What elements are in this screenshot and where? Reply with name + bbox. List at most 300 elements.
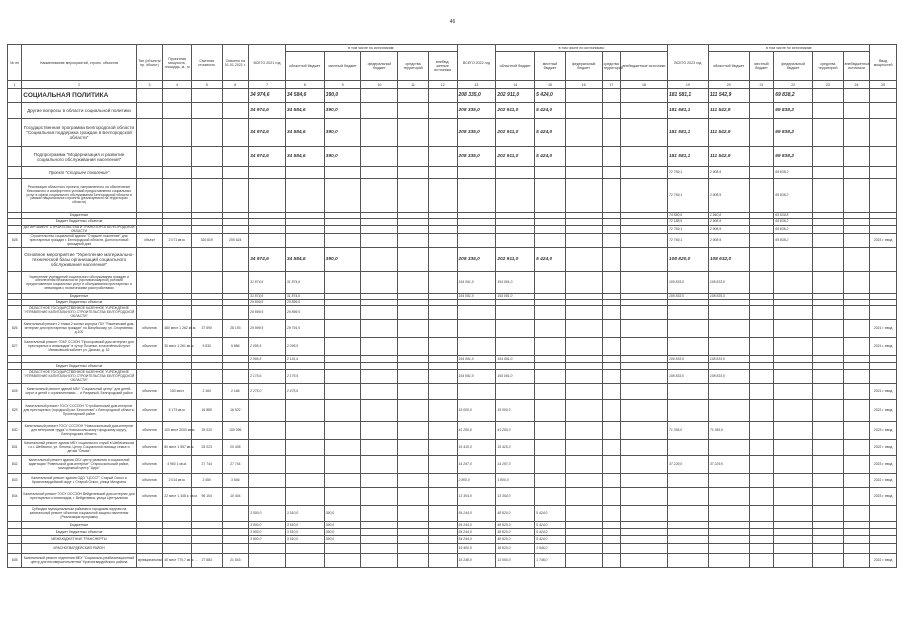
row-cell — [749, 474, 774, 488]
row-index — [8, 522, 22, 529]
row-cell — [749, 384, 774, 400]
row-index: 834 — [8, 488, 22, 506]
row-cell — [136, 529, 163, 536]
row-cell: объектов — [136, 440, 163, 456]
row-cell: 31 874,6 — [285, 294, 324, 300]
row-cell — [136, 179, 163, 213]
column-number: 12 — [428, 81, 457, 89]
row-cell — [398, 320, 429, 338]
row-cell — [163, 272, 192, 294]
row-cell: 208 335,0 — [457, 147, 496, 167]
row-cell — [191, 306, 222, 320]
row-index — [8, 226, 22, 234]
row-cell — [535, 440, 566, 456]
row-cell: 37 229,0 — [667, 456, 708, 474]
row-cell — [620, 384, 667, 400]
row-cell: 22 мест 1 348 к. кв.м. — [163, 488, 192, 506]
col-header-obl-2022: областной бюджет — [496, 52, 535, 81]
row-cell — [667, 320, 708, 338]
row-cell — [398, 384, 429, 400]
row-cell: 390,0 — [324, 536, 361, 544]
row-cell: 54 244,0 — [457, 536, 496, 544]
row-cell: 29 899,5 — [249, 306, 286, 320]
row-cell: 96 104 — [191, 488, 222, 506]
row-cell — [667, 474, 708, 488]
row-cell — [565, 119, 602, 147]
row-cell: 181 581,1 — [667, 147, 708, 167]
row-cell: объектов — [136, 488, 163, 506]
row-cell: 72 188,5 — [667, 219, 708, 226]
row-cell — [285, 456, 324, 474]
row-cell — [361, 474, 398, 488]
row-cell: 40 мест 770,7 кв.м. ... — [163, 554, 192, 568]
row-cell — [136, 363, 163, 370]
row-cell — [222, 89, 249, 103]
row-cell — [870, 179, 897, 213]
row-name: Проект "Старшее поколение" — [22, 167, 136, 179]
row-cell — [191, 89, 222, 103]
row-cell — [457, 234, 496, 248]
row-cell — [136, 356, 163, 363]
row-cell — [285, 363, 324, 370]
col-header-total-2021: ВСЕГО 2021 год — [249, 45, 286, 81]
row-cell: 390,0 — [324, 529, 361, 536]
row-cell — [774, 554, 813, 568]
row-index — [8, 356, 22, 363]
row-index — [8, 119, 22, 147]
row-cell — [361, 89, 398, 103]
row-cell — [565, 320, 602, 338]
row-cell: 37 590 — [191, 320, 222, 338]
row-cell: 1 940,8 — [708, 213, 749, 219]
column-number: 4 — [163, 81, 192, 89]
row-cell: 1 748,0 — [535, 554, 566, 568]
row-cell — [163, 370, 192, 384]
row-cell — [620, 234, 667, 248]
row-cell: 31 874,6 — [249, 272, 286, 294]
row-cell — [222, 272, 249, 294]
row-cell — [398, 356, 429, 363]
row-cell — [457, 219, 496, 226]
row-cell — [398, 119, 429, 147]
row-cell — [813, 226, 844, 234]
table-row — [8, 440, 897, 456]
row-cell — [163, 103, 192, 119]
row-name: Капитальный ремонт ГОСУ ОССЗОН Вейделевский дом-интернат для престарелых и инвалидов, г. Вейделевка, улица Центральная — [22, 488, 136, 506]
row-cell — [428, 440, 457, 456]
row-cell — [428, 474, 457, 488]
row-cell — [774, 440, 813, 456]
row-cell: 109 833,0 — [667, 294, 708, 300]
row-name: Капитальный ремонт здания МБУ социального служб в Шебекинском г.о.г. Шебекино, ул. Ленина, Центр Социальной помощи семье и детям "Семья" — [22, 440, 136, 456]
row-cell — [708, 474, 749, 488]
row-cell — [565, 456, 602, 474]
row-cell — [324, 356, 361, 363]
row-cell — [163, 179, 192, 213]
row-index: 833 — [8, 474, 22, 488]
row-cell: 34 584,6 — [285, 103, 324, 119]
row-cell: 48 820,0 — [496, 522, 535, 529]
row-cell: объектов — [136, 456, 163, 474]
row-cell — [565, 89, 602, 103]
row-cell: 69 838,2 — [774, 234, 813, 248]
row-name: Подпрограмма "Модернизация и развитие социального обслуживания населения" — [22, 147, 136, 167]
row-cell: 2022 г. ввод — [870, 474, 897, 488]
row-cell: 390,0 — [324, 103, 361, 119]
row-cell — [535, 356, 566, 363]
row-cell — [324, 384, 361, 400]
row-cell — [870, 306, 897, 320]
row-cell: объект — [136, 234, 163, 248]
row-cell — [457, 167, 496, 179]
row-cell — [163, 536, 192, 544]
row-cell: 69 838,2 — [774, 89, 813, 103]
row-cell: 2022 г. ввод — [870, 400, 897, 422]
row-cell — [749, 89, 774, 103]
row-cell — [222, 544, 249, 554]
row-index — [8, 179, 22, 213]
column-number: 8 — [285, 81, 324, 89]
row-cell — [398, 536, 429, 544]
row-cell: 29 999,5 — [249, 320, 286, 338]
row-cell — [749, 272, 774, 294]
row-cell — [620, 167, 667, 179]
row-cell — [565, 147, 602, 167]
row-cell — [222, 363, 249, 370]
row-cell: 34 974,6 — [249, 248, 286, 272]
row-cell — [813, 234, 844, 248]
row-cell — [535, 219, 566, 226]
row-cell — [191, 529, 222, 536]
column-number: 24 — [843, 81, 870, 89]
row-cell — [843, 306, 870, 320]
row-cell — [565, 306, 602, 320]
row-cell — [249, 167, 286, 179]
row-cell — [602, 488, 620, 506]
row-index — [8, 363, 22, 370]
row-cell — [843, 536, 870, 544]
row-cell: 208 335,0 — [457, 103, 496, 119]
row-cell — [398, 422, 429, 440]
row-cell — [324, 363, 361, 370]
row-cell — [565, 522, 602, 529]
col-header-cost: Сметная стоимость — [191, 45, 222, 81]
row-name: Государственная программа Белгородской области "Социальная поддержка граждан в Белгородской области" — [22, 119, 136, 147]
row-cell: 5 424,0 — [535, 147, 566, 167]
row-cell — [620, 506, 667, 522]
row-cell — [774, 474, 813, 488]
row-cell — [428, 103, 457, 119]
row-cell — [813, 554, 844, 568]
row-cell — [749, 356, 774, 363]
row-cell — [428, 522, 457, 529]
row-cell — [813, 422, 844, 440]
row-cell: 390,0 — [324, 89, 361, 103]
row-cell — [361, 234, 398, 248]
row-name: Реализация областного проекта, направленного на обеспечение безопасного и комфортного условий предоставления социальных услуг в сфере социального обслуживания Белгородской области в рамках национального проекта (реализуемого на территории области) — [22, 179, 136, 213]
row-cell — [428, 554, 457, 568]
row-cell: 2 908,9 — [708, 226, 749, 234]
row-cell — [843, 474, 870, 488]
row-cell — [398, 522, 429, 529]
row-cell — [620, 338, 667, 356]
row-cell — [708, 522, 749, 529]
row-cell: 108 833,0 — [667, 370, 708, 384]
row-cell — [222, 306, 249, 320]
row-cell — [249, 400, 286, 422]
row-cell — [565, 506, 602, 522]
row-cell — [249, 219, 286, 226]
table-row — [8, 89, 897, 103]
table-row — [8, 363, 897, 370]
row-cell: 5 173 кв.м. — [163, 400, 192, 422]
row-cell: 5 424,0 — [535, 536, 566, 544]
row-cell — [565, 474, 602, 488]
row-cell: 16 922 — [222, 400, 249, 422]
row-cell — [398, 272, 429, 294]
row-cell — [620, 488, 667, 506]
row-cell — [870, 536, 897, 544]
investment-program-table — [7, 44, 897, 568]
row-cell: 100 мест 2000 кв.м. — [163, 422, 192, 440]
row-cell — [136, 370, 163, 384]
row-index — [8, 529, 22, 536]
row-cell — [398, 529, 429, 536]
row-cell — [361, 506, 398, 522]
row-cell — [708, 529, 749, 536]
row-cell: 3 510,0 — [285, 522, 324, 529]
row-cell — [843, 119, 870, 147]
row-cell — [535, 400, 566, 422]
row-cell — [667, 384, 708, 400]
row-cell — [222, 167, 249, 179]
row-cell — [843, 103, 870, 119]
row-cell: 2 475,6 — [285, 384, 324, 400]
row-cell: 2 275,0 — [249, 384, 286, 400]
table-row — [8, 338, 897, 356]
row-cell — [620, 248, 667, 272]
row-cell: 2 095,5 — [249, 356, 286, 363]
row-cell — [602, 456, 620, 474]
row-cell — [496, 234, 535, 248]
row-cell — [428, 272, 457, 294]
row-cell — [602, 338, 620, 356]
row-cell — [136, 147, 163, 167]
row-cell — [843, 554, 870, 568]
row-cell — [813, 248, 844, 272]
row-cell: 154 091,0 — [457, 294, 496, 300]
row-cell — [285, 544, 324, 554]
row-cell — [813, 320, 844, 338]
col-header-obl-2021: областной бюджет — [285, 52, 324, 81]
row-cell — [428, 119, 457, 147]
row-cell — [191, 356, 222, 363]
table-row — [8, 320, 897, 338]
row-cell — [398, 167, 429, 179]
row-cell — [222, 529, 249, 536]
column-number-row — [8, 81, 897, 89]
col-header-vneb-2021: внебюд. жетные источники — [428, 52, 457, 81]
row-cell — [285, 179, 324, 213]
row-cell — [222, 248, 249, 272]
row-cell: 20 405 — [222, 440, 249, 456]
row-cell — [324, 306, 361, 320]
row-index — [8, 103, 22, 119]
row-cell — [565, 536, 602, 544]
row-cell — [708, 506, 749, 522]
row-cell: 2022 г. ввод — [870, 554, 897, 568]
row-cell: 48 820,0 — [496, 536, 535, 544]
row-cell: 31 874,6 — [249, 294, 286, 300]
row-cell: 29 899,5 — [285, 300, 324, 306]
row-cell — [667, 363, 708, 370]
table-row — [8, 370, 897, 384]
row-cell — [813, 89, 844, 103]
row-cell — [749, 306, 774, 320]
row-cell — [749, 147, 774, 167]
row-name: Капитальный ремонт зданий МБУ "Социальный центр" для детей-сирот и детей с ограниченными ... и Разумный, Белгородский район — [22, 384, 136, 400]
column-number: 21 — [749, 81, 774, 89]
row-cell — [749, 179, 774, 213]
table-row — [8, 219, 897, 226]
row-cell — [136, 248, 163, 272]
column-number: 5 — [191, 81, 222, 89]
row-cell — [774, 488, 813, 506]
row-index — [8, 272, 22, 294]
row-cell — [602, 219, 620, 226]
row-cell — [813, 147, 844, 167]
row-cell — [249, 226, 286, 234]
row-cell — [774, 356, 813, 363]
row-cell: 29 791,5 — [285, 320, 324, 338]
row-cell: 69 838,2 — [774, 226, 813, 234]
row-cell: 390,0 — [324, 119, 361, 147]
row-cell: 390,0 — [324, 522, 361, 529]
row-cell — [813, 167, 844, 179]
row-cell — [191, 179, 222, 213]
row-cell — [398, 306, 429, 320]
row-cell: 202 911,0 — [496, 103, 535, 119]
row-cell — [565, 272, 602, 294]
row-cell — [620, 544, 667, 554]
row-cell — [749, 400, 774, 422]
row-cell — [870, 529, 897, 536]
row-cell — [774, 422, 813, 440]
row-cell — [843, 226, 870, 234]
row-cell — [496, 384, 535, 400]
row-cell — [813, 522, 844, 529]
row-index: 830 — [8, 422, 22, 440]
row-cell — [361, 356, 398, 363]
row-cell — [774, 544, 813, 554]
row-cell — [602, 522, 620, 529]
row-cell — [813, 219, 844, 226]
row-cell: 154 091,0 — [457, 370, 496, 384]
row-cell — [620, 179, 667, 213]
column-number: 11 — [398, 81, 429, 89]
row-cell: 54 244,0 — [457, 522, 496, 529]
row-cell — [457, 226, 496, 234]
col-header-vneb-2022: внебюджетные источники — [620, 52, 667, 81]
row-cell: 2 908,9 — [708, 219, 749, 226]
row-cell — [285, 234, 324, 248]
table-row — [8, 488, 897, 506]
row-cell: 29 899,5 — [249, 300, 286, 306]
row-cell: 3 510,0 — [285, 536, 324, 544]
row-cell — [708, 384, 749, 400]
row-cell — [398, 234, 429, 248]
row-cell — [565, 234, 602, 248]
row-name: Бюджет бюджетных объектов — [22, 363, 136, 370]
row-cell — [843, 338, 870, 356]
row-cell — [620, 400, 667, 422]
table-row — [8, 226, 897, 234]
row-cell — [191, 119, 222, 147]
row-name: Капитальный ремонт здания ОБУ центр развития и социальной адаптации "Ровеньской дом-интернат" Старооскольский район, молодёжный центр "Цирк" — [22, 456, 136, 474]
row-cell — [136, 119, 163, 147]
row-cell — [136, 167, 163, 179]
row-cell — [249, 179, 286, 213]
row-cell — [667, 506, 708, 522]
row-cell: 111 542,9 — [708, 103, 749, 119]
row-cell: 2 160 — [191, 384, 222, 400]
row-cell — [843, 234, 870, 248]
row-cell — [843, 147, 870, 167]
row-cell — [749, 440, 774, 456]
row-cell — [428, 506, 457, 522]
row-cell: 13 304,0 — [496, 488, 535, 506]
row-cell: 37 229,0 — [708, 456, 749, 474]
column-number: 20 — [708, 81, 749, 89]
row-cell: 15 000,0 — [496, 400, 535, 422]
row-cell — [602, 536, 620, 544]
row-cell: 3 546 — [222, 474, 249, 488]
col-header-name: Наименование мероприятий, строек, объектов — [22, 45, 136, 81]
row-cell: 34 974,6 — [249, 119, 286, 147]
row-cell — [843, 506, 870, 522]
row-cell: 5 886 — [222, 338, 249, 356]
row-cell — [361, 103, 398, 119]
col-header-terr-2022: средства территорий — [602, 52, 620, 81]
row-name: Капитальный ремонт ГОСУ СССЗОН "Новооскольский дом-интернат для ветеранов труда" к Новооскольскому городскому округу, Белгородская область — [22, 422, 136, 440]
row-cell: 34 584,6 — [285, 248, 324, 272]
row-cell — [774, 456, 813, 474]
table-row — [8, 272, 897, 294]
row-cell — [324, 219, 361, 226]
row-cell — [285, 554, 324, 568]
row-cell — [285, 219, 324, 226]
row-cell — [565, 422, 602, 440]
row-cell: 202 911,0 — [496, 119, 535, 147]
row-cell — [870, 119, 897, 147]
row-name: Бюджетные — [22, 294, 136, 300]
row-cell — [708, 320, 749, 338]
row-cell — [843, 370, 870, 384]
table-row — [8, 306, 897, 320]
row-index: 832 — [8, 456, 22, 474]
row-cell: 3 510,0 — [285, 506, 324, 522]
row-cell — [535, 422, 566, 440]
row-cell — [191, 363, 222, 370]
row-cell — [136, 103, 163, 119]
row-cell — [602, 474, 620, 488]
row-cell — [398, 338, 429, 356]
row-index — [8, 89, 22, 103]
row-cell — [620, 536, 667, 544]
row-cell — [428, 544, 457, 554]
row-cell: 2 800,0 — [457, 474, 496, 488]
row-cell — [249, 488, 286, 506]
